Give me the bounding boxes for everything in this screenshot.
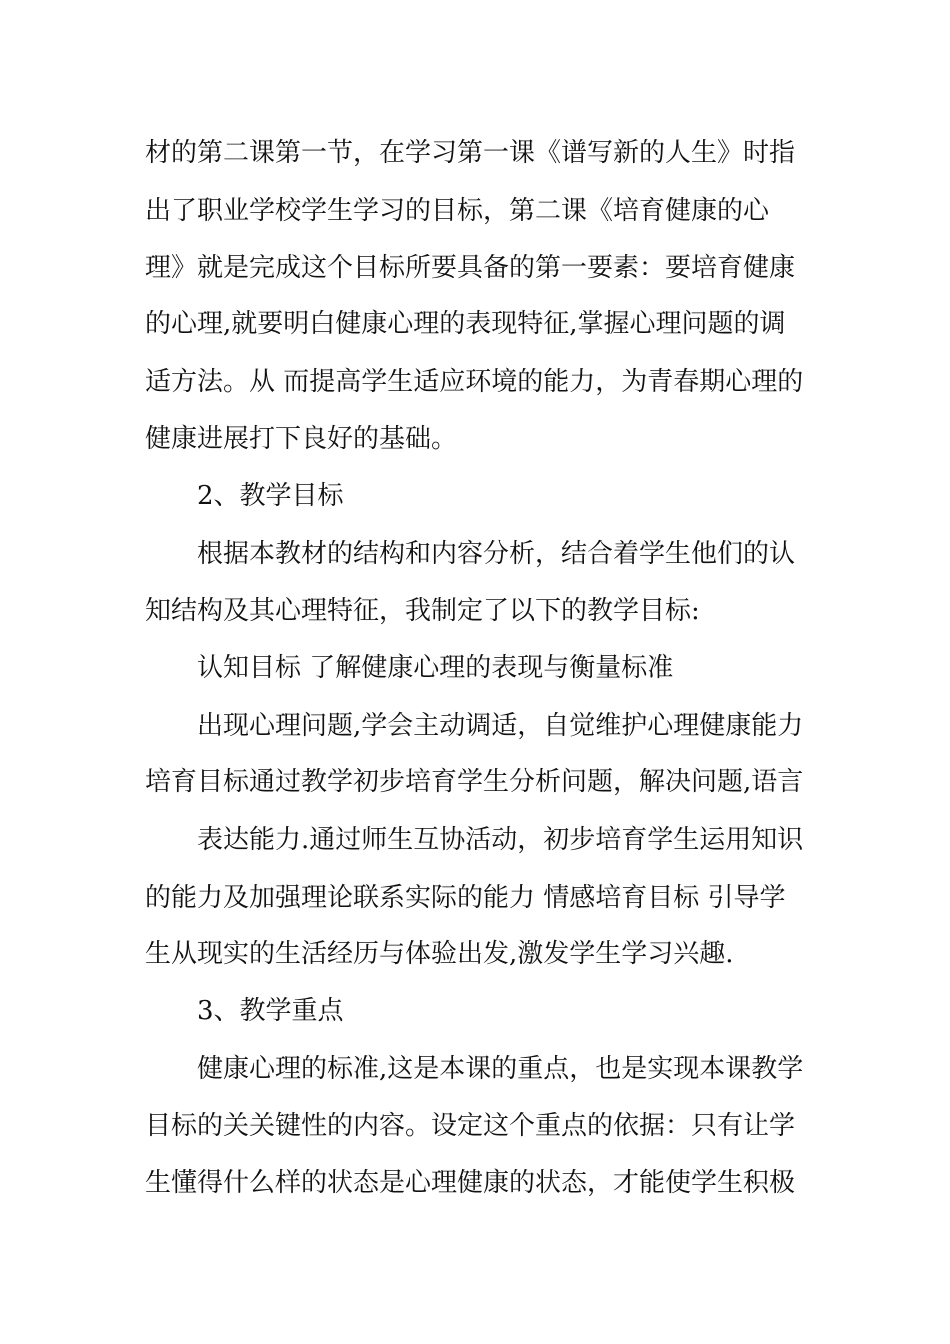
paragraph-line-13: 的能力及加强理论联系实际的能力 情感培育目标 引导学 [145, 883, 786, 913]
paragraph-line-12: 表达能力.通过师生互协活动，初步培育学生运用知识 [197, 825, 804, 855]
paragraph-line-16: 目标的关关键性的内容。设定这个重点的依据：只有让学 [145, 1111, 796, 1141]
paragraph-line-6: 健康进展打下良好的基础。 [145, 424, 458, 454]
paragraph-line-4: 的心理,就要明白健康心理的表现特征,掌握心理问题的调 [145, 309, 786, 339]
paragraph-line-15: 健康心理的标准,这是本课的重点，也是实现本课教学 [197, 1054, 804, 1084]
paragraph-line-3: 理》就是完成这个目标所要具备的第一要素：要培育健康 [145, 253, 796, 283]
paragraph-line-9: 认知目标 了解健康心理的表现与衡量标准 [197, 653, 674, 683]
paragraph-line-17: 生懂得什么样的状态是心理健康的状态，才能使学生积极 [145, 1168, 796, 1198]
section-heading-teaching-objectives: 2、教学目标 [197, 481, 344, 511]
paragraph-line-1: 材的第二课第一节，在学习第一课《谱写新的人生》时指 [145, 138, 796, 168]
paragraph-line-14: 生从现实的生活经历与体验出发,激发学生学习兴趣. [145, 939, 734, 969]
section-heading-teaching-focus: 3、教学重点 [197, 996, 344, 1026]
paragraph-line-2: 出了职业学校学生学习的目标，第二课《培育健康的心 [145, 196, 770, 226]
paragraph-line-11: 培育目标通过教学初步培育学生分析问题，解决问题,语言 [145, 767, 804, 797]
paragraph-line-10: 出现心理问题,学会主动调适，自觉维护心理健康能力 [197, 711, 804, 741]
paragraph-line-5: 适方法。从 而提高学生适应环境的能力，为青春期心理的 [145, 367, 804, 397]
paragraph-line-7: 根据本教材的结构和内容分析，结合着学生他们的认 [197, 539, 796, 569]
paragraph-line-8: 知结构及其心理特征，我制定了以下的教学目标: [145, 596, 700, 626]
